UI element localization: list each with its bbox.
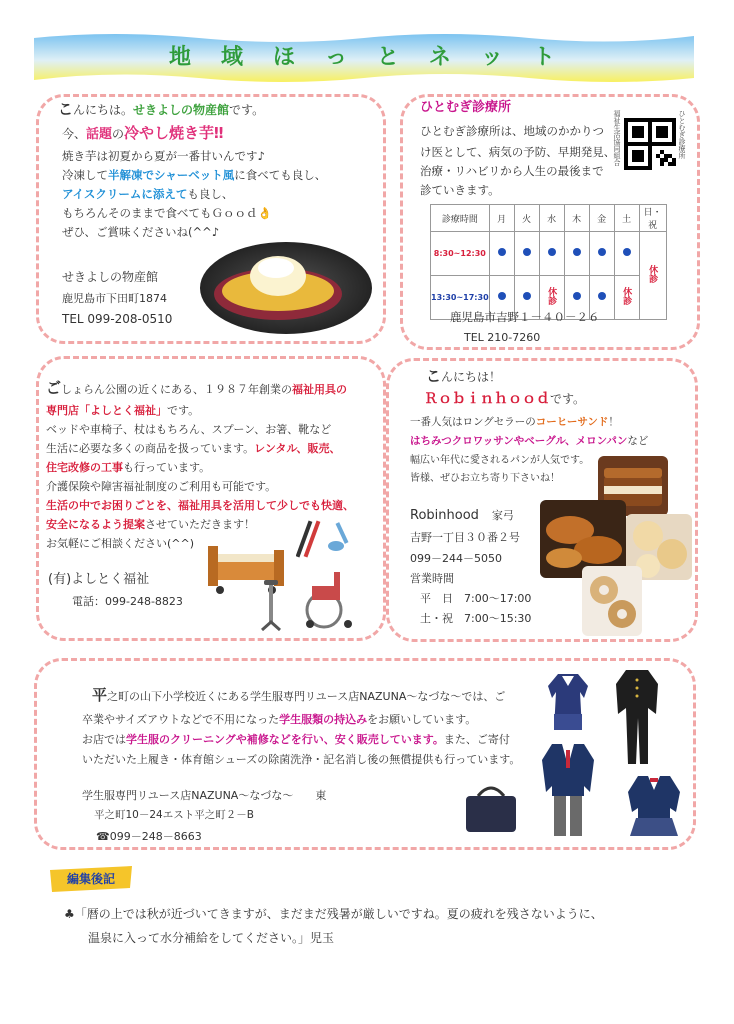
sweet-potato-photo bbox=[198, 236, 374, 336]
s1-address: 鹿児島市下田町1874 bbox=[62, 292, 167, 305]
s3-line4: 生活に必要な多くの商品を扱っています。レンタル、販売、 bbox=[46, 442, 341, 455]
th-time: 診療時間 bbox=[431, 205, 490, 232]
th-sat: 土 bbox=[614, 205, 639, 232]
s1-line5: もちろんそのままで食べてもＧｏｏｄ👌 bbox=[62, 206, 272, 220]
s3-line7: 生活の中でお困りごとを、福祉用具を活用して少しでも快適、 bbox=[46, 499, 354, 512]
open-dot bbox=[498, 248, 506, 256]
s5-tel: ☎099－248－8663 bbox=[96, 830, 202, 843]
th-tue: 火 bbox=[514, 205, 539, 232]
s4-name: Ｒｏｂｉｎｈｏｏｄです。 bbox=[424, 391, 586, 407]
s3-line9: お気軽にご相談ください(^^) bbox=[46, 537, 195, 550]
blazer-uniform-illustration bbox=[540, 742, 596, 838]
banner bbox=[34, 30, 694, 84]
s3-line3: ベッドや車椅子、杖はもちろん、スプーン、お箸、靴など bbox=[46, 423, 332, 436]
s4-line2: はちみつクロワッサンやベーグル、メロンパンなど bbox=[410, 435, 649, 447]
s1-line2: 焼き芋は初夏から夏が一番甘いんです♪ bbox=[62, 149, 265, 163]
s4-line4: 皆様、ぜひお立ち寄り下さいね！ bbox=[410, 473, 560, 484]
s4-hours-label: 営業時間 bbox=[410, 572, 454, 585]
s5-address: 平之町10－24エスト平之町２－B bbox=[94, 809, 254, 821]
s5-shop: 学生服専門リユース店NAZUNA〜なづな〜 東 bbox=[82, 789, 327, 802]
s1-tel: TEL 099-208-0510 bbox=[62, 312, 173, 326]
wed-pm-closed: 休診 bbox=[539, 276, 564, 320]
th-wed: 水 bbox=[539, 205, 564, 232]
s1-shop-label: せきよしの物産館 bbox=[62, 270, 159, 284]
sunday-closed: 休診 bbox=[639, 232, 666, 320]
s2-address: 鹿児島市吉野１－４０－２６ bbox=[450, 310, 600, 324]
s4-hours-weekend: 土・祝 7:00～15:30 bbox=[420, 612, 532, 625]
gakuran-illustration bbox=[612, 668, 662, 766]
open-dot bbox=[573, 292, 581, 300]
th-thu: 木 bbox=[564, 205, 589, 232]
open-dot bbox=[573, 248, 581, 256]
s3-line1: ごしょらん公園の近くにある、１９８７年創業の福祉用具の bbox=[46, 379, 348, 397]
s3-tel: 電話：099-248-8823 bbox=[72, 595, 183, 608]
s1-greeting: こんにちは。せきよしの物産館です。 bbox=[58, 100, 265, 118]
cane-illustration bbox=[256, 578, 286, 634]
s1-line6: ぜひ、ご賞味くださいね(^^♪ bbox=[62, 225, 220, 239]
s2-line1: ひとむぎ診療所は、地域のかかりつ bbox=[420, 124, 604, 138]
school-bag-illustration bbox=[462, 780, 520, 834]
s3-line8: 安全になるよう提案させていただきます！ bbox=[46, 518, 255, 531]
banner-title: 地 域 ほ っ と ネ ッ ト bbox=[168, 45, 559, 70]
open-dot bbox=[548, 248, 556, 256]
bagel-photo bbox=[582, 566, 642, 636]
footer-line1: ♣「暦の上では秋が近づいてきますが、まだまだ残暑が厳しいですね。夏の疲れを残さないように、 bbox=[64, 907, 603, 921]
row1-time: 8:30~12:30 bbox=[431, 232, 490, 276]
s2-line2: け医として、病気の予防、早期発見、 bbox=[420, 145, 616, 159]
s4-line3: 幅広い年代に愛されるパンが人気です。 bbox=[410, 455, 590, 466]
s3-shop: (有)よしとく福祉 bbox=[48, 572, 150, 587]
s4-address: 吉野一丁目３０番２号 bbox=[410, 531, 520, 544]
clover-icon: ♣ bbox=[64, 907, 75, 921]
qr-caption-left: 福祉生活協同組合 bbox=[613, 110, 621, 166]
s2-line3: 治療・リハビリから人生の最後まで bbox=[420, 164, 604, 178]
s4-hours-weekday: 平 日 7:00～17:00 bbox=[420, 592, 532, 605]
editorial-label bbox=[46, 866, 136, 892]
open-dot bbox=[523, 248, 531, 256]
s1-line3: 冷凍して半解凍でシャーベット風に食べても良し、 bbox=[62, 168, 327, 182]
footer-line2: 温泉に入って水分補給をしてください。」児玉 bbox=[88, 931, 335, 945]
qr-caption-right: ひとむぎ診療所 bbox=[678, 110, 686, 159]
clinic-schedule-table bbox=[430, 204, 667, 320]
s4-shop: Robinhood 家弓 bbox=[410, 508, 514, 523]
th-mon: 月 bbox=[489, 205, 514, 232]
cutlery-illustration bbox=[296, 516, 356, 562]
girls-blazer-illustration bbox=[624, 774, 684, 838]
s5-line4: いただいた上履き・体育館シューズの除菌洗浄・記名消し後の無償提供も行っています。 bbox=[82, 753, 521, 766]
wheelchair-illustration bbox=[298, 568, 358, 630]
s4-greeting: こんにちは！ bbox=[426, 367, 502, 385]
th-sun: 日・祝 bbox=[639, 205, 666, 232]
open-dot bbox=[498, 292, 506, 300]
s2-line4: 診ていきます。 bbox=[420, 183, 500, 197]
editorial-label-text: 編集後記 bbox=[66, 872, 115, 886]
s1-line4: アイスクリームに添えても良し、 bbox=[62, 187, 234, 201]
open-dot bbox=[623, 248, 631, 256]
row2-time: 13:30~17:30 bbox=[431, 276, 490, 320]
open-dot bbox=[598, 248, 606, 256]
open-dot bbox=[598, 292, 606, 300]
s3-line5: 住宅改修の工事も行っています。 bbox=[46, 461, 211, 474]
sat-pm-closed: 休診 bbox=[614, 276, 639, 320]
th-fri: 金 bbox=[589, 205, 614, 232]
s3-line6: 介護保険や障害福祉制度のご利用も可能です。 bbox=[46, 480, 277, 493]
s5-line2: 卒業やサイズアウトなどで不用になった学生服類の持込みをお願いしています。 bbox=[82, 713, 477, 726]
qr-code bbox=[624, 118, 676, 170]
s2-title: ひとむぎ診療所 bbox=[420, 100, 512, 115]
s5-line3: お店では学生服のクリーニングや補修などを行い、安く販売しています。また、ご寄付 bbox=[82, 733, 510, 746]
s5-line1: 平之町の山下小学校近くにある学生服専門リユース店NAZUNA〜なづな〜では、ご bbox=[92, 686, 506, 704]
s4-tel: 099－244－5050 bbox=[410, 552, 502, 565]
open-dot bbox=[523, 292, 531, 300]
s3-line2: 専門店「よしとく福祉」です。 bbox=[46, 404, 200, 417]
s2-tel: TEL 210-7260 bbox=[464, 331, 541, 344]
s1-headline: 今、話題の冷やし焼き芋‼ bbox=[62, 124, 224, 142]
s4-line1: 一番人気はロングセラーのコーヒーサンド！ bbox=[410, 416, 619, 428]
uniform-dress-illustration bbox=[542, 672, 594, 734]
